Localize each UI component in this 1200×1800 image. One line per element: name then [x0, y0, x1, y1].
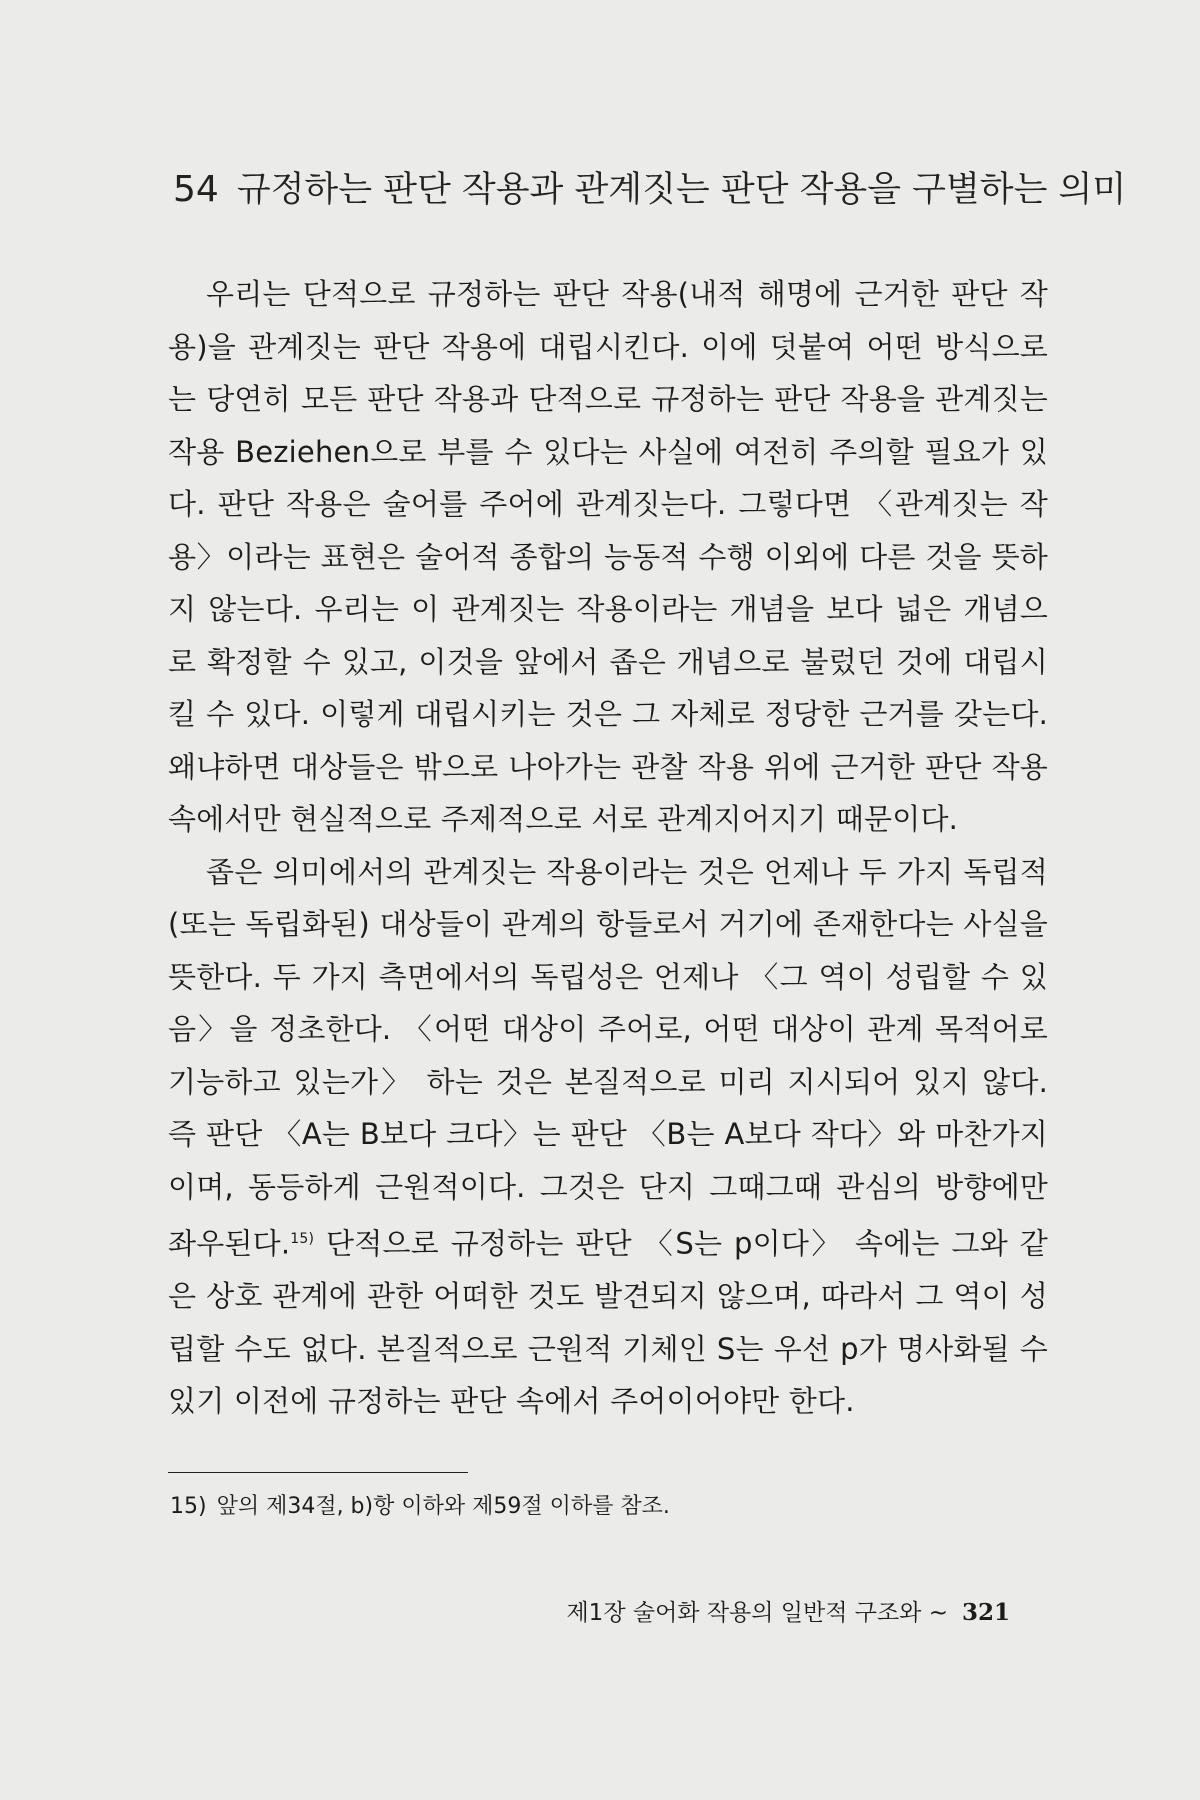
paragraph-2-continued: 단적으로 규정하는 판단 〈S는 p이다〉 속에는 그와 같은 상호 관계에 관한 어떠한 것도 발견되지 않으며, 따라서 그 역이 성립할 수도 없다. 본질적으로 근원적 기체인 S는 우선 p가 명사화될 수 있기 이전에 규정하는 판단 속에서 주어이어야만 한다.: [168, 1226, 1048, 1419]
running-footer: [450, 1598, 1010, 1628]
page-number: 321: [961, 1599, 1010, 1626]
section-heading: [173, 168, 1127, 212]
section-title: 규정하는 판단 작용과 관계짓는 판단 작용을 구별하는 의미: [236, 170, 1127, 210]
chapter-title: 제1장 술어화 작용의 일반적 구조와 ~: [566, 1600, 948, 1626]
paragraph-1: 우리는 단적으로 규정하는 판단 작용(내적 해명에 근거한 판단 작용)을 관계짓는 판단 작용에 대립시킨다. 이에 덧붙여 어떤 방식으로는 당연히 모든 판단 작용과 단적으로 규정하는 판단 작용을 관계짓는 작용 Beziehen으로 부를 수 있다는 사실에 여전히 주의할 필요가 있다. 판단 작용은 술어를 주어에 관계짓는다. 그렇다면 〈관계짓는 작용〉이라는 표현은 술어적 종합의 능동적 수행 이외에 다른 것을 뜻하지 않는다. 우리는 이 관계짓는 작용이라는 개념을 보다 넓은 개념으로 확정할 수 있고, 이것을 앞에서 좁은 개념으로 불렀던 것에 대립시킬 수 있다. 이렇게 대립시키는 것은 그 자체로 정당한 근거를 갖는다. 왜냐하면 대상들은 밖으로 나아가는 관찰 작용 위에 근거한 판단 작용 속에서만 현실적으로 주제적으로 서로 관계지어지기 때문이다.: [168, 277, 1048, 836]
footnote-divider: [168, 1472, 468, 1473]
footnote: [170, 1492, 1050, 1522]
section-number: 54: [173, 169, 219, 210]
footnote-marker: 15): [170, 1494, 207, 1519]
body-text: [168, 268, 1048, 1428]
paragraph-2-text: 좁은 의미에서의 관계짓는 작용이라는 것은 언제나 두 가지 독립적(또는 독립화된) 대상들이 관계의 항들로서 거기에 존재한다는 사실을 뜻한다. 두 가지 측면에서의 독립성은 언제나 〈그 역이 성립할 수 있음〉을 정초한다. 〈어떤 대상이 주어로, 어떤 대상이 관계 목적어로 기능하고 있는가〉 하는 것은 본질적으로 미리 지시되어 있지 않다. 즉 판단 〈A는 B보다 크다〉는 판단 〈B는 A보다 작다〉와 마찬가지이며, 동등하게 근원적이다. 그것은 단지 그때그때 관심의 방향에만 좌우된다.: [168, 854, 1048, 1261]
footnote-text: 앞의 제34절, b)항 이하와 제59절 이하를 참조.: [216, 1494, 670, 1519]
paragraph-2: [168, 846, 1048, 1428]
footnote-reference: 15): [290, 1231, 315, 1247]
